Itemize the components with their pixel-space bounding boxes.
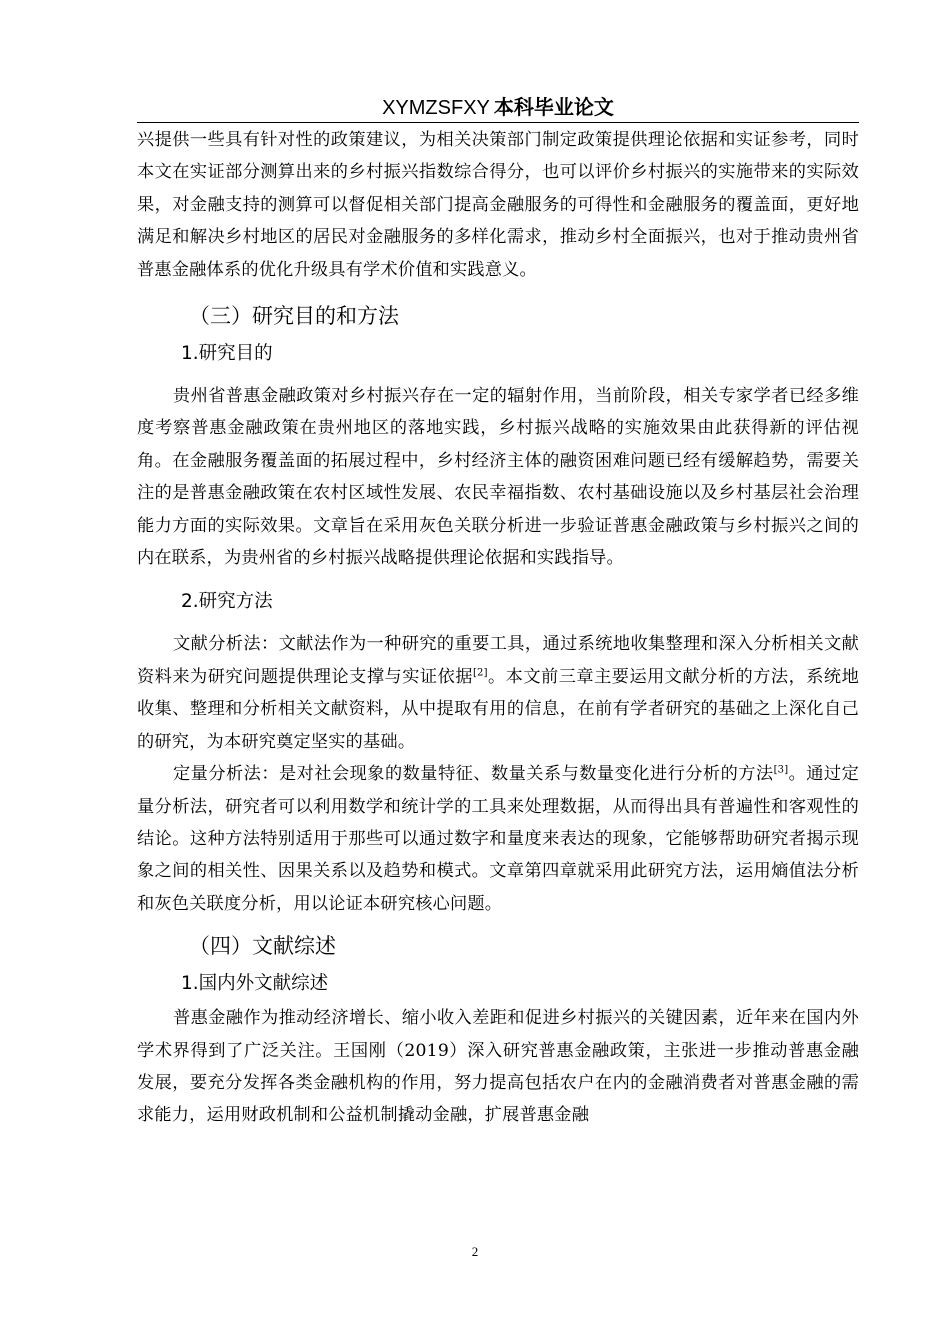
quantitative-method-text-b: 。通过定量分析法，研究者可以利用数学和统计学的工具来处理数据，从而得出具有普遍性和客观性的结论。这种方法特别适用于那些可以通过数字和量度来表达的现象，它能够帮助研究者揭示现象之间的相关性、因果关系以及趋势和模式。文章第四章就采用此研究方法，运用熵值法分析和灰色关联度分析，用以论证本研究核心问题。 (137, 764, 859, 914)
paragraph-literature-review: 普惠金融作为推动经济增长、缩小收入差距和促进乡村振兴的关键因素，近年来在国内外学术界得到了广泛关注。王国刚（2019）深入研究普惠金融政策，主张进一步推动普惠金融发展，要充分发挥各类金融机构的作用，努力提高包括农户在内的金融消费者对普惠金融的需求能力，运用财政机制和公益机制撬动金融，扩展普惠金融 (137, 1008, 859, 1126)
paragraph-significance-continued: 兴提供一些具有针对性的政策建议，为相关决策部门制定政策提供理论依据和实证参考，同时本文在实证部分测算出来的乡村振兴指数综合得分，也可以评价乡村振兴的实施带来的实际效果，对金融支持的测算可以督促相关部门提高金融服务的可得性和金融服务的覆盖面，更好地满足和解决乡村地区的居民对金融服务的多样化需求，推动乡村全面振兴，也对于推动贵州省普惠金融体系的优化升级具有学术价值和实践意义。 (137, 130, 859, 280)
quantitative-method-text-a: 定量分析法：是对社会现象的数量特征、数量关系与数量变化进行分析的方法 (173, 764, 774, 785)
section-heading-purpose-methods: （三）研究目的和方法 (189, 304, 399, 329)
paragraph-research-purpose: 贵州省普惠金融政策对乡村振兴存在一定的辐射作用，当前阶段，相关专家学者已经多维度考察普惠金融政策在贵州地区的落地实践，乡村振兴战略的实施效果由此获得新的评估视角。在金融服务覆盖面的拓展过程中，乡村经济主体的融资困难问题已经有缓解趋势，需要关注的是普惠金融政策在农村区域性发展、农民幸福指数、农村基础设施以及乡村基层社会治理能力方面的实际效果。文章旨在采用灰色关联分析进一步验证普惠金融政策与乡村振兴之间的内在联系，为贵州省的乡村振兴战略提供理论依据和实践指导。 (137, 386, 859, 569)
paragraph-literature-method (137, 628, 859, 758)
header-code: XYMZSFXY (382, 97, 490, 119)
header-title: 本科毕业论文 (493, 95, 614, 119)
citation-ref-2: [2] (472, 667, 488, 679)
citation-ref-3: [3] (773, 764, 789, 776)
paragraph-quantitative-method (137, 758, 859, 920)
subheading-research-purpose: 1.研究目的 (181, 343, 273, 365)
literature-method-text-a: 文献分析法：文献法作为一种研究的重要工具，通过系统地收集整理和深入分析相关文献资料来为研究问题提供理论支撑与实证依据 (137, 634, 859, 687)
page-header (137, 92, 859, 123)
subheading-domestic-foreign-review: 1.国内外文献综述 (181, 973, 329, 995)
section-heading-literature-review: （四）文献综述 (189, 934, 336, 959)
page-content (137, 124, 859, 1132)
subheading-research-methods: 2.研究方法 (181, 591, 273, 613)
literature-method-text-b: 。本文前三章主要运用文献分析的方法，系统地收集、整理和分析相关文献资料，从中提取有用的信息，在前有学者研究的基础之上深化自己的研究，为本研究奠定坚实的基础。 (137, 666, 859, 752)
page-number: 2 (471, 1244, 479, 1259)
